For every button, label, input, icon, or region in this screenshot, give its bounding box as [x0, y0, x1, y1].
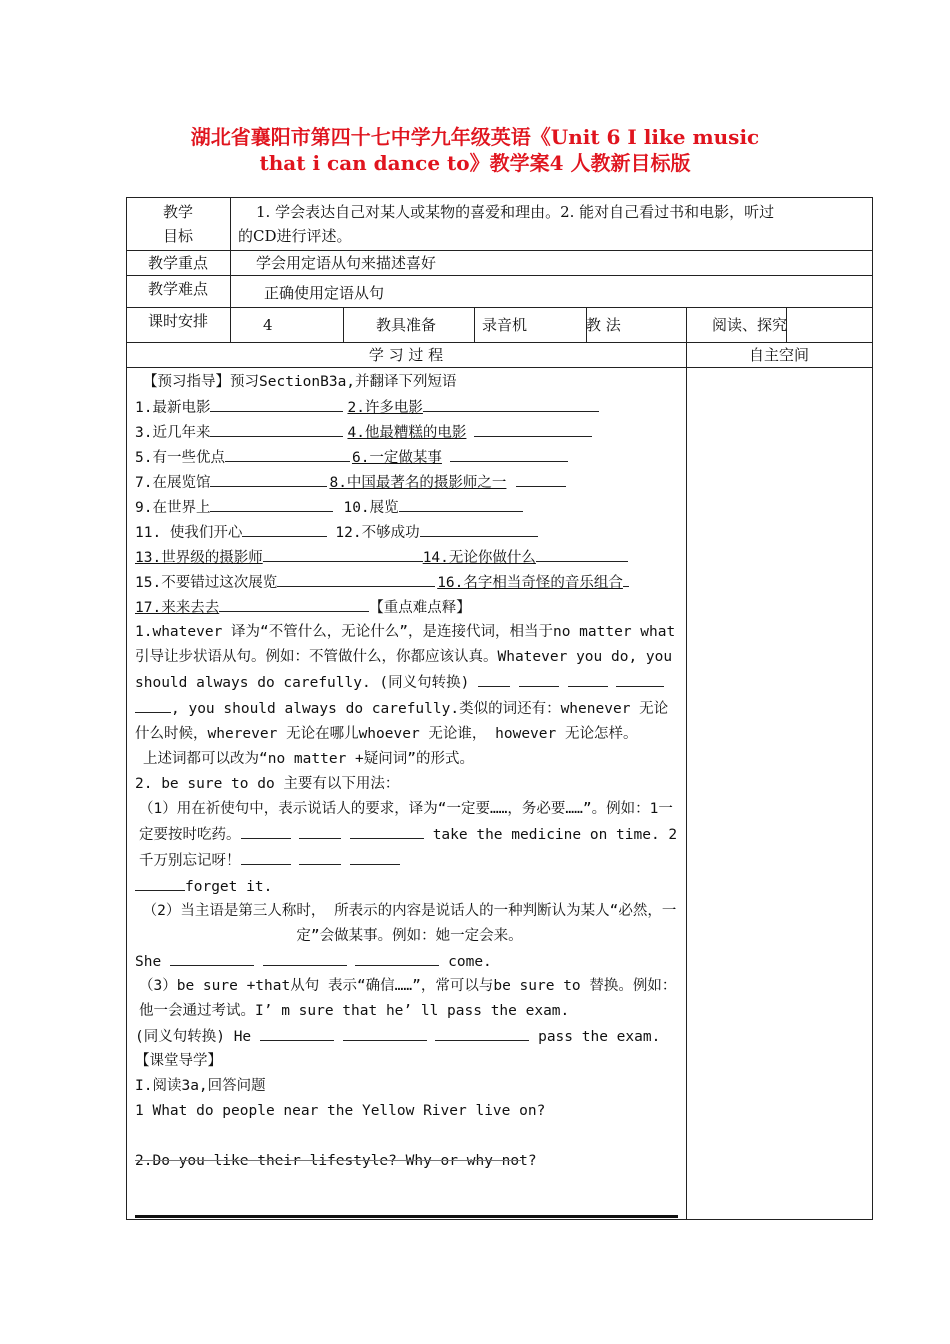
- phrase-row: 11. 使我们开心 12.不够成功: [135, 520, 680, 545]
- phrase-row: 17.来来去去 【重点难点释】: [135, 595, 680, 620]
- phrase-row: 1.最新电影 2.许多电影: [135, 395, 680, 420]
- tools-label: 教具准备: [376, 316, 437, 334]
- phrase-row: 13.世界级的摄影师 14.无论你做什么: [135, 545, 680, 570]
- self-space-header: 自主空间: [748, 346, 809, 364]
- key-point-2c: （3）be sure +that从句 表示“确信……”，常可以与be sure to 替换。例如：他一会通过考试。I’ m sure that he’ ll pass the exam.: [139, 978, 677, 1019]
- class-guide-task: I.阅读3a,回答问题: [135, 1078, 266, 1094]
- document-title-line-2: that i can dance to》教学案4 人教新目标版: [259, 151, 691, 175]
- key-point-2a: （1）用在祈使句中，表示说话人的要求，译为“一定要……，务必要……”。例如：1一定要按时吃药。 take the medicine on time. 2千万别忘记呀！: [139, 801, 678, 869]
- phrase-row: 15.不要错过这次展览 16.名字相当奇怪的音乐组合: [135, 570, 680, 595]
- preview-heading: 【预习指导】预习SectionB3a,并翻译下列短语: [143, 374, 457, 390]
- class-guide-heading: 【课堂导学】: [135, 1053, 222, 1069]
- goal-text: 1. 学会表达自己对某人或某物的喜爱和理由。2. 能对自己看过书和电影，听过 的CD进行评述。: [238, 203, 775, 245]
- phrase-row: 7.在展览馆 8.中国最著名的摄影师之一: [135, 470, 680, 495]
- key-point-1b: , you should always do carefully.类似的词还有：whenever 无论什么时候，wherever 无论在哪儿whoever 无论谁， however 无论怎样。: [135, 696, 680, 747]
- phrase-row: 9.在世界上 10.展览: [135, 495, 680, 520]
- goal-label: 教学 目标: [162, 203, 193, 245]
- key-point-2c-exercise: (同义句转换) He pass the exam.: [135, 1024, 680, 1049]
- method-label: 教 法: [586, 316, 621, 334]
- key-point-2b: （2）当主语是第三人称时， 所表示的内容是说话人的一种判断认为某人“必然，一定”会做某事。例如：她一定会来。: [142, 903, 677, 944]
- phrase-row: 5.有一些优点 6.一定做某事: [135, 445, 680, 470]
- method-value: 阅读、探究: [712, 316, 788, 334]
- difficulty-label: 教学难点: [147, 280, 208, 298]
- hours-value: 4: [263, 316, 273, 334]
- answer-line: [135, 1160, 521, 1161]
- key-point-text: 学会用定语从句来描述喜好: [256, 254, 437, 272]
- process-header: 学 习 过 程: [368, 346, 444, 364]
- key-point-2: 2. be sure to do 主要有以下用法：: [135, 776, 400, 792]
- key-point-2a-end: forget it.: [135, 874, 680, 899]
- difficulty-text: 正确使用定语从句: [264, 284, 385, 302]
- question-1: 1 What do people near the Yellow River live on?: [135, 1103, 546, 1119]
- learning-process-content: [135, 370, 680, 1174]
- key-point-1c: 上述词都可以改为“no matter +疑问词”的形式。: [143, 751, 474, 767]
- key-point-1: 1.whatever 译为“不管什么，无论什么”，是连接代词，相当于no matter what引导让步状语从句。例如：不管做什么，你都应该认真。Whatever you do, you should always do carefully. (同义句转换): [135, 624, 676, 691]
- document-title-line-1: 湖北省襄阳市第四十七中学九年级英语《Unit 6 I like music: [190, 125, 760, 149]
- hours-label: 课时安排: [147, 312, 208, 330]
- section-divider: [135, 1215, 678, 1218]
- phrase-row: 3.近几年来 4.他最糟糕的电影: [135, 420, 680, 445]
- question-2: 2.Do you like their lifestyle? Why or why not?: [135, 1153, 537, 1169]
- key-point-label: 教学重点: [147, 254, 208, 272]
- tools-value: 录音机: [482, 316, 528, 334]
- key-point-2b-exercise: She come.: [135, 949, 680, 974]
